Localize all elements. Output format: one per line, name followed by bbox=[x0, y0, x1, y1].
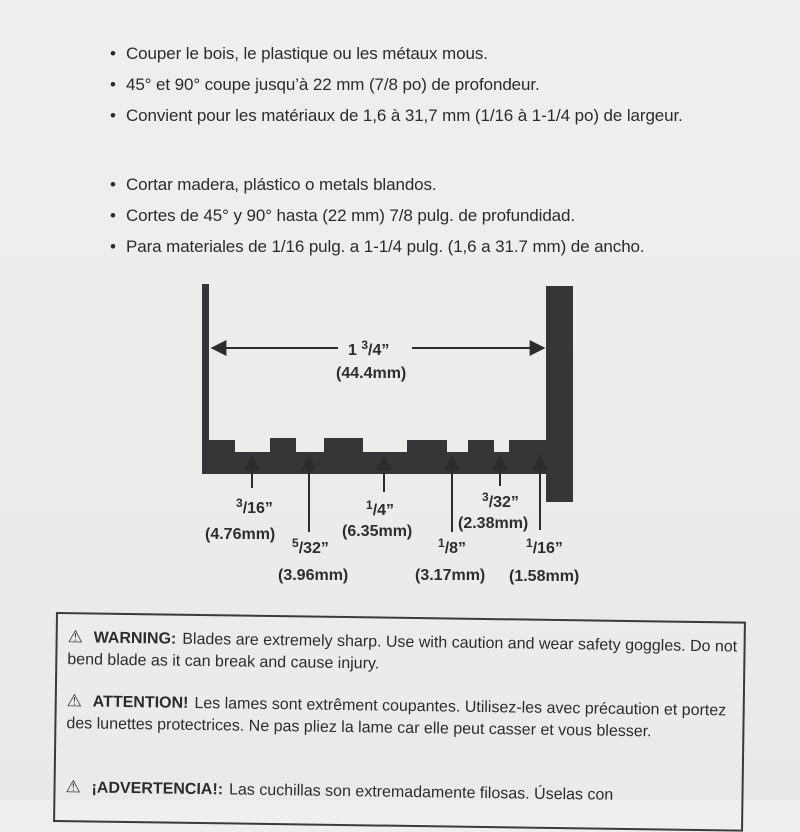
slot-den: /4” bbox=[372, 502, 395, 519]
slot-den: /16” bbox=[532, 540, 563, 557]
spanish-bullet-1 bbox=[110, 169, 645, 200]
french-feature-list bbox=[110, 38, 683, 131]
bullet-dot: • bbox=[110, 237, 116, 256]
slot-label-1-4 bbox=[366, 496, 394, 520]
slot-label-1-16 bbox=[526, 534, 563, 558]
slot-mm-1-8: (3.17mm) bbox=[415, 567, 486, 584]
french-bullet-1 bbox=[110, 38, 683, 69]
width-mm-label: (44.4mm) bbox=[336, 365, 407, 382]
bullet-dot: • bbox=[110, 106, 116, 125]
warning-label: ¡ADVERTENCIA!: bbox=[91, 779, 224, 799]
slot-label-1-8 bbox=[438, 534, 466, 558]
slot-mm-3-16: (4.76mm) bbox=[205, 526, 276, 543]
french-bullet-text: Convient pour les matériaux de 1,6 à 31,7 mm (1/16 à 1-1/4 po) de largeur. bbox=[126, 106, 683, 125]
slot-mm-1-4: (6.35mm) bbox=[342, 523, 413, 540]
slot-num: 1 bbox=[366, 498, 373, 512]
spanish-feature-list bbox=[110, 169, 645, 262]
spanish-bullet-text: Cortar madera, plástico o metals blandos. bbox=[126, 175, 437, 194]
width-fraction-label bbox=[348, 336, 389, 360]
left-wall bbox=[202, 284, 209, 474]
slot-label-3-16 bbox=[236, 494, 273, 518]
bullet-dot: • bbox=[110, 206, 116, 225]
miter-box-diagram bbox=[0, 270, 800, 600]
spanish-bullet-3 bbox=[110, 231, 645, 262]
slot-label-3-32 bbox=[482, 488, 519, 512]
warning-text: Les lames sont extrêment coupantes. Utilisez-les avec précaution et portez des lunettes protectrices. Ne pas pliez la lame car elle peut casser et vous blesser. bbox=[66, 694, 727, 741]
right-wall bbox=[546, 286, 573, 502]
slot-mm-3-32: (2.38mm) bbox=[458, 515, 529, 532]
slot-den: /32” bbox=[298, 540, 329, 557]
spanish-bullet-2 bbox=[110, 200, 645, 231]
spanish-bullet-text: Para materiales de 1/16 pulg. a 1-1/4 pulg. (1,6 a 31.7 mm) de ancho. bbox=[126, 237, 645, 256]
warning-triangle-icon: ⚠ bbox=[65, 777, 81, 797]
slot-den: /16” bbox=[242, 500, 273, 517]
slot-mm-1-16: (1.58mm) bbox=[509, 568, 580, 585]
width-whole: 1 bbox=[348, 342, 357, 359]
slot-num: 3 bbox=[482, 490, 489, 504]
bullet-dot: • bbox=[110, 44, 116, 63]
slot-den: /32” bbox=[488, 494, 519, 511]
slot-num: 1 bbox=[526, 536, 533, 550]
miter-box-drawing bbox=[0, 270, 800, 600]
bullet-dot: • bbox=[110, 175, 116, 194]
warning-text: Las cuchillas son extremadamente filosas. Úselas con bbox=[228, 781, 614, 804]
french-bullet-text: 45° et 90° coupe jusqu’à 22 mm (7/8 po) de profondeur. bbox=[126, 75, 540, 94]
warning-label: WARNING: bbox=[93, 629, 177, 648]
warning-english bbox=[67, 626, 740, 680]
slot-mm-5-32: (3.96mm) bbox=[278, 567, 349, 584]
warning-label: ATTENTION! bbox=[92, 693, 189, 712]
slotted-base bbox=[202, 438, 546, 474]
slot-num: 1 bbox=[438, 536, 445, 550]
slot-num: 5 bbox=[292, 536, 299, 550]
slot-label-5-32 bbox=[292, 534, 329, 558]
width-frac-num: 3 bbox=[361, 338, 369, 352]
slot-num: 3 bbox=[236, 496, 243, 510]
warning-spanish bbox=[65, 776, 737, 808]
safety-warning-box bbox=[53, 612, 746, 832]
warning-text: Blades are extremely sharp. Use with caution and wear safety goggles. Do not bend blade as it can break and cause injury. bbox=[67, 630, 738, 673]
slot-den: /8” bbox=[444, 540, 467, 557]
french-bullet-text: Couper le bois, le plastique ou les métaux mous. bbox=[126, 44, 488, 63]
warning-triangle-icon: ⚠ bbox=[67, 627, 84, 647]
french-bullet-2 bbox=[110, 69, 683, 100]
width-frac-den: /4” bbox=[368, 342, 390, 359]
spanish-bullet-text: Cortes de 45° y 90° hasta (22 mm) 7/8 pulg. de profundidad. bbox=[126, 206, 576, 225]
bullet-dot: • bbox=[110, 75, 116, 94]
french-bullet-3 bbox=[110, 100, 683, 131]
warning-french bbox=[66, 690, 739, 744]
warning-triangle-icon: ⚠ bbox=[66, 691, 83, 711]
